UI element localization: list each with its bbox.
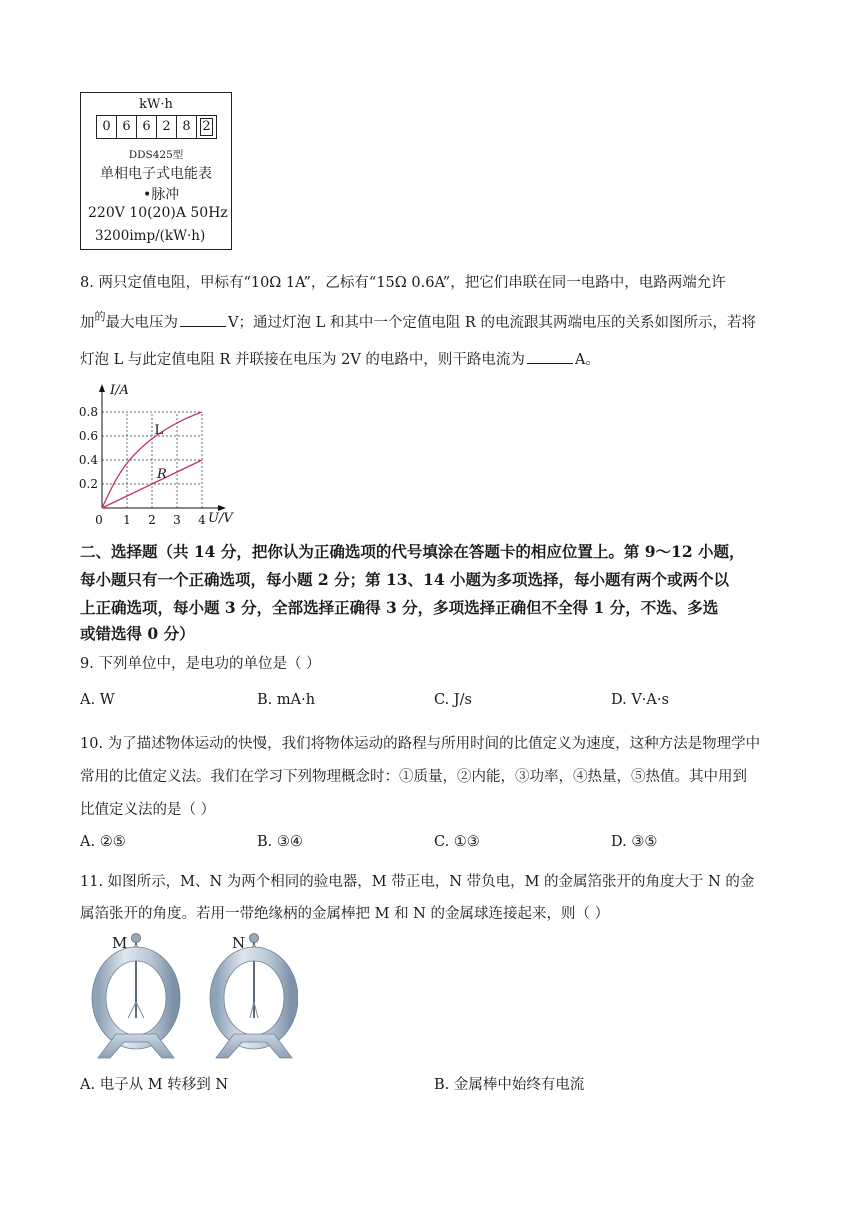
meter-rate: 3200imp/(kW·h) [95, 228, 206, 244]
meter-digit: 2 [156, 115, 177, 139]
q10-option-a[interactable]: A. ②⑤ [80, 834, 126, 850]
section-2-line-3: 上正确选项，每小题 3 分，全部选择正确得 3 分，多项选择正确但不全得 1 分，不选、多选 [80, 598, 719, 617]
section-2-line-4: 或错选得 0 分） [80, 624, 195, 643]
q8-line-3: 灯泡 L 与此定值电阻 R 并联接在电压为 2V 的电路中，则干路电流为 A。 [80, 348, 600, 369]
q9-option-d[interactable]: D. V·A·s [611, 692, 669, 708]
q10-line-3: 比值定义法的是（ ） [80, 802, 216, 818]
q10-option-b[interactable]: B. ③④ [257, 834, 303, 850]
y-axis-arrow [99, 384, 105, 392]
y-tick-label: 0.2 [78, 477, 98, 491]
meter-digit: 8 [176, 115, 197, 139]
q10-line-2: 常用的比值定义法。我们在学习下列物理概念时：①质量，②内能，③功率，④热量，⑤热值。其中用到 [80, 769, 747, 785]
q11-line-1: 11. 如图所示，M、N 为两个相同的验电器，M 带正电，N 带负电，M 的金属箔张开的角度大于 N 的金 [80, 874, 755, 890]
x-axis-label: U/V [208, 511, 233, 526]
meter-digit: 0 [96, 115, 117, 139]
x-tick-label: 2 [148, 513, 156, 527]
q9-option-c[interactable]: C. J/s [434, 692, 472, 708]
chart-grid [102, 412, 202, 508]
y-tick-label: 0.4 [78, 453, 98, 467]
meter-digits [97, 115, 217, 139]
q8-line-1: 8. 两只定值电阻，甲标有“10Ω 1A”，乙标有“15Ω 0.6A”，把它们串联在同一电路中，电路两端允许 [80, 275, 726, 291]
section-2-line-1: 二、选择题（共 14 分，把你认为正确选项的代号填涂在答题卡的相应位置上。第 9～12 小题， [80, 542, 745, 561]
q10-option-c[interactable]: C. ①③ [434, 834, 480, 850]
meter-digit: 6 [116, 115, 137, 139]
meter-name: 单相电子式电能表 [100, 166, 212, 182]
series-label-l: L [154, 423, 164, 438]
meter-model: DDS425型 [128, 149, 184, 161]
answer-blank[interactable] [527, 349, 573, 364]
series-label-r: R [157, 467, 167, 482]
electroscope-m [92, 934, 180, 1059]
q11-option-b[interactable]: B. 金属棒中始终有电流 [434, 1077, 585, 1093]
q9-option-a[interactable]: A. W [80, 692, 115, 708]
electric-meter-figure [80, 92, 232, 250]
meter-spec: 220V 10(20)A 50Hz [88, 205, 228, 221]
y-tick-label: 0.6 [78, 429, 98, 443]
chart-axes [99, 384, 226, 511]
q9-stem: 9. 下列单位中，是电功的单位是（ ） [80, 656, 321, 672]
x-tick-label: 1 [123, 513, 131, 527]
electroscopes-figure [88, 930, 298, 1060]
y-axis-label: I/A [110, 383, 129, 398]
electroscope-n [210, 934, 298, 1059]
section-2-line-2: 每小题只有一个正确选项，每小题 2 分；第 13、14 小题为多项选择，每小题有两个或两个以 [80, 570, 730, 589]
q10-option-d[interactable]: D. ③⑤ [611, 834, 658, 850]
label-m: M [112, 934, 128, 952]
label-n: N [232, 934, 246, 952]
meter-unit: kW·h [139, 97, 173, 112]
q11-line-2: 属箔张开的角度。若用一带绝缘柄的金属棒把 M 和 N 的金属球连接起来，则（ ） [80, 906, 610, 922]
meter-pulse-indicator: •脉冲 [143, 187, 180, 203]
q10-line-1: 10. 为了描述物体运动的快慢，我们将物体运动的路程与所用时间的比值定义为速度，这种方法是物理学中 [80, 736, 761, 752]
x-tick-label: 4 [198, 513, 206, 527]
answer-blank[interactable] [180, 312, 226, 327]
meter-digit-decimal: 2 [196, 115, 217, 139]
y-tick-label: 0.8 [78, 405, 98, 419]
q9-option-b[interactable]: B. mA·h [257, 692, 316, 708]
x-tick-label: 3 [173, 513, 181, 527]
q8-line-2: 加$^的$最大电压为 V；通过灯泡 L 和其中一个定值电阻 R 的电流跟其两端电压的关系如图所示，若将 [80, 310, 756, 331]
meter-digit: 6 [136, 115, 157, 139]
iu-chart [76, 378, 256, 528]
q11-option-a[interactable]: A. 电子从 M 转移到 N [80, 1077, 229, 1093]
origin-label: 0 [95, 513, 103, 527]
